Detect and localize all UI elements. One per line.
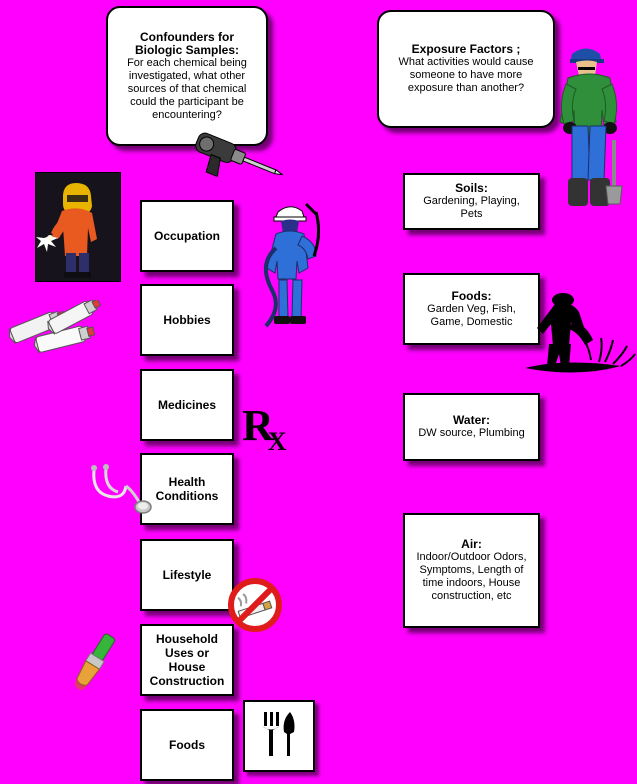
water-body: DW source, Plumbing — [418, 427, 525, 439]
rx-sub-letter: X — [267, 427, 287, 456]
medicines-box — [140, 369, 234, 441]
paint-tubes-icon — [8, 300, 126, 368]
medicines-label: Medicines — [157, 398, 217, 412]
standing-worker-icon — [548, 40, 632, 236]
rx-prescription-icon — [242, 401, 298, 458]
foods-right-body: Garden Veg, Fish, Game, Domestic — [427, 302, 516, 328]
foods-right-box — [403, 273, 540, 345]
welder-photo-icon — [35, 172, 121, 282]
hobbies-box — [140, 284, 234, 356]
exposure-factors-box — [377, 10, 555, 128]
soils-title: Soils: — [455, 181, 488, 195]
occupation-label: Occupation — [153, 229, 220, 243]
household-uses-label: Household Uses or House Construction — [149, 632, 225, 688]
rx-main-letter: R — [242, 401, 274, 450]
health-conditions-label: Health Conditions — [155, 475, 219, 503]
air-box — [403, 513, 540, 628]
lifestyle-label: Lifestyle — [162, 568, 212, 582]
fork-knife-icon — [243, 700, 315, 772]
exposure-factors-body: What activities would cause someone to have more exposure than another? — [398, 56, 534, 94]
confounders-body: For each chemical being investigated, what other sources of that chemical could the participant be encountering? — [127, 56, 247, 121]
water-box — [403, 393, 540, 461]
water-title: Water: — [453, 413, 490, 427]
power-drill-icon — [186, 132, 284, 192]
stethoscope-icon — [86, 460, 166, 520]
air-body: Indoor/Outdoor Odors, Symptoms, Length of time indoors, House construction, etc — [416, 551, 527, 602]
no-smoking-icon — [228, 578, 282, 632]
air-title: Air: — [461, 537, 482, 551]
hobbies-label: Hobbies — [163, 313, 211, 327]
paintbrush-icon — [64, 630, 126, 696]
soils-box — [403, 173, 540, 230]
soils-body: Gardening, Playing, Pets — [423, 195, 520, 220]
exposure-factors-title: Exposure Factors ; — [411, 42, 521, 56]
confounders-box — [106, 6, 268, 146]
lifestyle-box — [140, 539, 234, 611]
confounders-title: Confounders for Biologic Samples: — [134, 29, 240, 57]
foods-right-title: Foods: — [451, 288, 492, 303]
household-uses-box — [140, 624, 234, 696]
occupation-box — [140, 200, 234, 272]
spray-worker-icon — [252, 196, 344, 360]
gardener-silhouette-icon — [525, 290, 637, 376]
foods-left-box — [140, 709, 234, 781]
foods-left-label: Foods — [169, 738, 205, 752]
